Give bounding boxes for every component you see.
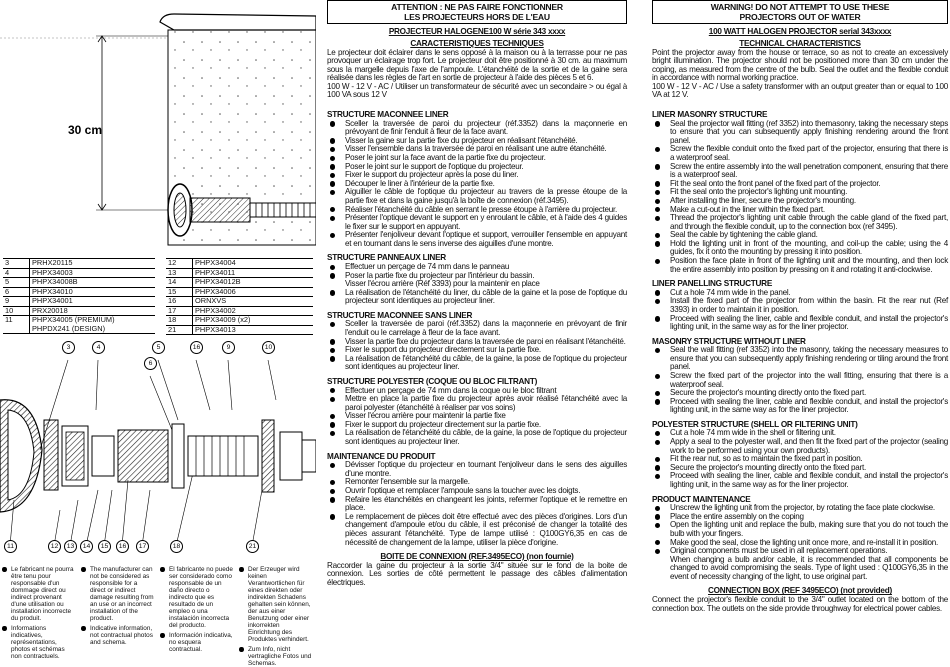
callout-number: 13 — [64, 540, 77, 553]
part-number: 17 — [166, 306, 193, 316]
callout-number: 12 — [48, 540, 61, 553]
part-number: 3 — [3, 259, 30, 269]
part-reference: PHPX34004 — [193, 259, 314, 269]
section-list — [327, 120, 627, 249]
section-title: STRUCTURE PANNEAUX LINER — [327, 253, 446, 263]
list-item: Cut a hole 74 mm wide in the shell or filtering unit. — [652, 429, 948, 438]
callout-number: 15 — [98, 540, 111, 553]
part-reference: PHPX34003 — [30, 268, 156, 278]
part-number: 4 — [3, 268, 30, 278]
list-item: Refaire les étanchéités en changeant les joints, refermer l'optique et le remettre en place. — [327, 496, 627, 513]
list-item: Fixer le support du projecteur directement sur la partie fixe. — [327, 421, 627, 430]
list-item: Make a cut-out in the liner within the fixed part. — [652, 206, 948, 215]
section-list — [652, 504, 948, 581]
list-item: Proceed with sealing the liner, cable and flexible conduit, and install the projector's lighting unit, in the same way as for the liner projector. — [652, 398, 948, 415]
list-item: Seal the cable by tightening the cable gland. — [652, 231, 948, 240]
list-item: Screw the entire assembly into the wall penetration component, ensuring that there is a waterproof seal. — [652, 163, 948, 180]
product-title-fr: PROJECTEUR HALOGENE100 W série 343 xxxx — [388, 27, 566, 36]
list-item: Thread the projector's lighting unit cable through the cable gland of the fixed part, and through the flexible conduit, up to the connection box (ref 3495). — [652, 214, 948, 231]
product-title-en: 100 WATT HALOGEN PROJECTOR serial 343xxxx — [708, 27, 892, 36]
list-item: Découper le liner à l'intérieur de la partie fixe. — [327, 180, 627, 189]
list-item: Install the fixed part of the projector from within the basin. Fit the rear nut (Ref 3393) in order to maintain it in position. — [652, 297, 948, 314]
part-number: 15 — [166, 287, 193, 297]
section-list — [652, 429, 948, 489]
list-item: Le remplacement de pièces doit être effectué avec des pièces d'origines. Lors d'un changement d'ampoule et/ou du câble, il est préconisé de changer la totalité des pièces assurant l'étanchéité. Type de lampe utilisé : Q100GY6,35 en cas de nécessité de changement de la lampe, utiliser la pièce d'origine. — [327, 513, 627, 547]
callout-number: 3 — [62, 341, 75, 354]
disclaimer-text: The manufacturer can not be considered as responsible for a direct or indirect damage resulting from an use or an incorrect installation of the product. — [90, 566, 154, 622]
table-row — [166, 316, 313, 326]
part-reference: PHPX34013 — [193, 325, 314, 335]
list-item: Proceed with sealing the liner, cable and flexible conduit, and install the projector's lighting unit, in the same way as for the liner projector. — [652, 472, 948, 489]
warning-box-en — [652, 0, 948, 24]
disclaimer-text: Der Erzeuger wird keinen Verantwortlichen für eines direkten oder indirekten Schadens gehalten sein können, der aus einer Benutzung oder einer inkorrekten Einrichtung des Produktes verhindert. — [248, 566, 311, 643]
french-column — [327, 0, 627, 587]
list-item: Fit the seal onto the front panel of the fixed part of the projector. — [652, 180, 948, 189]
callout-number: 16 — [190, 341, 203, 354]
list-item: Poser le joint sur le support de l'optique du projecteur. — [327, 163, 627, 172]
tech-title-fr: CARACTERISTIQUES TECHNIQUES — [410, 39, 544, 48]
part-reference: PHPX34002 — [193, 306, 314, 316]
section-title: STRUCTURE MACONNEE LINER — [327, 110, 449, 120]
list-item: Fit the rear nut, so as to maintain the fixed part in position. — [652, 455, 948, 464]
callout-number: 17 — [136, 540, 149, 553]
part-reference: PHPX34010 — [30, 287, 156, 297]
warning-line-2: LES PROJECTEURS HORS DE L'EAU — [404, 11, 550, 22]
parts-table-left — [3, 258, 155, 334]
section-list — [652, 346, 948, 415]
part-reference: PHPX34001 — [30, 297, 156, 307]
list-item: Sceller la traversée de paroi (réf.3352) dans la maçonnerie en prévoyant de finir l'enduit ou le carrelage à fleur de la face avant. — [327, 320, 627, 337]
part-number: 6 — [3, 287, 30, 297]
callout-number: 18 — [170, 540, 183, 553]
section-list — [652, 120, 948, 275]
list-item: Seal the wall fitting (ref 3352) into the masonry, taking the necessary measures to ensure that you can subsequently apply finishing rendering or tiling around the front panel. — [652, 346, 948, 372]
part-reference: PRHX20115 — [30, 259, 156, 269]
table-row — [166, 287, 313, 297]
section-list — [327, 320, 627, 372]
list-item: Réaliser l'étanchéité du câble en serrant le presse étoupe à l'arrière du projecteur. — [327, 206, 627, 215]
disclaimer-info: Informations indicatives, représentations, photos et schémas non contractuels. — [11, 625, 65, 660]
list-item: Proceed with sealing the liner, cable and flexible conduit, and install the projector's lighting unit, in the same way as for the liner projector. — [652, 315, 948, 332]
list-item: La réalisation de l'étanchéité du liner, du câble de la gaine et la pose de l'optique du projecteur sont identiques au projecteur liner. — [327, 289, 627, 306]
list-item: Seal the projector wall fitting (ref 3352) into themasonry, taking the necessary steps to ensure that you can subsequently apply finishing rendering around the front panel. — [652, 120, 948, 146]
list-item: Ouvrir l'optique et remplacer l'ampoule sans la toucher avec les doigts. — [327, 487, 627, 496]
list-item: Position the face plate in front of the lighting unit and the mounting, and then lock the entire assembly into position by pressing on it and rotating it anti-clockwise. — [652, 257, 948, 274]
list-item: Présenter l'optique devant le support en y enroulant le câble, et à l'aide des 4 guides le fixer sur le support en appuyant. — [327, 214, 627, 231]
disclaimer-info: Zum Info, nicht vertragliche Fotos und Schemas. — [248, 646, 312, 667]
table-row — [166, 297, 313, 307]
table-row — [3, 259, 155, 269]
left-column — [0, 0, 316, 667]
section-title: POLYESTER STRUCTURE (SHELL OR FILTERING UNIT) — [652, 419, 858, 429]
list-item: Sceller la traversée de paroi du projecteur (réf.3352) dans la maçonnerie en prévoyant de finir l'enduit à fleur de la face avant. — [327, 120, 627, 137]
list-item: Apply a seal to the polyester wall, and then fit the fixed part of the projector (sealing work to be performed using your own products). — [652, 438, 948, 455]
list-item: Aiguiller le câble de l'optique du projecteur au travers de la presse étoupe de la partie fixe et dans la gaine jusqu'à la boîte de connexion (réf.3495). — [327, 188, 627, 205]
part-number: 9 — [3, 297, 30, 307]
part-reference: PHPX34005 (PREMIUM) PHPDX241 (DESIGN) — [30, 316, 156, 334]
list-item: Fixer le support du projecteur après la pose du liner. — [327, 171, 627, 180]
disclaimer-info: Indicative information, not contractual photos and schema. — [90, 625, 153, 646]
box-text-fr: Raccorder la gaine du projecteur à la sortie 3/4" située sur le fond de la boite de connexion. Les sorties de côté permettent le passage des câbles d'alimentation électriques. — [327, 560, 627, 587]
part-number: 12 — [166, 259, 193, 269]
part-number: 11 — [3, 316, 30, 334]
part-number: 18 — [166, 316, 193, 326]
section-title: MAINTENANCE DU PRODUIT — [327, 451, 436, 461]
tech-text-en: Point the projector away from the house or terrace, so as not to create an excessively bright illumination. The projector should not be positioned more than 30 cm under the coping, as measured from the centre of the bulb. Seal the outlet and the flexible conduit in accordance with normal working practice. 100 W - 12 V - AC / Use a safety transformer with an output greater than or equal to 100 VA at 12 V. — [652, 47, 948, 100]
list-item: Cut a hole 74 mm wide in the panel. — [652, 289, 948, 298]
list-item: After installing the liner, secure the projector's mounting. — [652, 197, 948, 206]
section-title: STRUCTURE POLYESTER (COQUE OU BLOC FILTRANT) — [327, 377, 538, 386]
part-number: 14 — [166, 278, 193, 288]
list-item: Visser la gaine sur la partie fixe du projecteur en réalisant l'étanchéité. — [327, 137, 627, 146]
section-list — [327, 263, 627, 306]
table-row — [3, 287, 155, 297]
part-reference: ORNXVS — [193, 297, 314, 307]
part-number: 10 — [3, 306, 30, 316]
list-item: Hold the lighting unit in front of the mounting, and coil-up the cable; using the 4 guides, fix it onto the mounting by pressing it into position. — [652, 240, 948, 257]
installation-diagram — [0, 0, 316, 258]
part-reference: PHPX34006 — [193, 287, 314, 297]
english-column — [652, 0, 948, 613]
table-row — [3, 268, 155, 278]
disclaimer-en — [81, 566, 154, 646]
list-item: Dévisser l'optique du projecteur en tournant l'enjoliveur dans le sens des aiguilles d'une montre. — [327, 461, 627, 478]
disclaimer-text: El fabricante no puede ser considerado como responsable de un daño directo o indirecto que es resultado de un empleo o una instalación incorrecta del producto. — [169, 566, 233, 629]
callout-number: 16 — [116, 540, 129, 553]
callout-number: 14 — [80, 540, 93, 553]
callout-number: 4 — [92, 341, 105, 354]
list-item: Visser la partie fixe du projecteur dans la traversée de paroi en réalisant l'étanchéité. — [327, 338, 627, 347]
disclaimer-info: Información indicativa, no esquera contractual. — [169, 632, 233, 653]
list-item: Poser la partie fixe du projecteur par l'intérieur du bassin. Visser l'écrou arrière (Réf 3393) pour la maintenir en place — [327, 272, 627, 289]
section-title: STRUCTURE MACONNEE SANS LINER — [327, 310, 473, 320]
part-reference: PHPX34008B — [30, 278, 156, 288]
part-number: 21 — [166, 325, 193, 335]
list-item: Visser l'ensemble dans la traversée de paroi en réalisant une autre étanchéité. — [327, 145, 627, 154]
parts-table-right — [166, 258, 313, 335]
list-item: Original components must be used in all replacement operations. When changing a bulb and/or cable, it is recommended that all components be changed to avoid compromising the seals. Type of light used : Q100GY6,35 in the event of necessity changing of the light, to use original part. — [652, 547, 948, 581]
section-title: MASONRY STRUCTURE WITHOUT LINER — [652, 336, 806, 346]
callout-number: 5 — [152, 341, 165, 354]
list-item: Unscrew the lighting unit from the projector, by rotating the face plate clockwise. — [652, 504, 948, 513]
list-item: Screw the fixed part of the projector into the wall fitting, ensuring that there is a waterproof seal. — [652, 372, 948, 389]
list-item: La réalisation de l'étanchéité du câble, de la gaine, la pose de l'optique du projecteur sont identiques au projecteur liner. — [327, 429, 627, 446]
list-item: Poser le joint sur la face avant de la partie fixe du projecteur. — [327, 154, 627, 163]
list-item: Place the entire assembly on the coping — [652, 513, 948, 522]
list-item: Visser l'écrou arrière pour maintenir la partie fixe — [327, 412, 627, 421]
section-list — [652, 289, 948, 332]
box-title-fr: BOITE DE CONNEXION (REF.3495ECO) (non fournie) — [380, 552, 574, 562]
section-title: LINER PANELLING STRUCTURE — [652, 279, 773, 289]
callout-number: 10 — [262, 341, 275, 354]
list-item: Secure the projector's mounting directly onto the fixed part. — [652, 389, 948, 398]
part-reference: PRX20018 — [30, 306, 156, 316]
list-item: Effectuer un perçage de 74 mm dans le panneau — [327, 263, 627, 272]
height-dimension-label: 30 cm — [68, 123, 103, 137]
warning-line-1: WARNING! DO NOT ATTEMPT TO USE THESE — [710, 2, 890, 12]
list-item: Effectuer un perçage de 74 mm dans la coque ou le bloc filtrant — [327, 387, 627, 396]
box-title-en: CONNECTION BOX (REF 3495ECO) (not provided) — [708, 586, 892, 596]
part-number: 16 — [166, 297, 193, 307]
list-item: Mettre en place la partie fixe du projecteur après avoir réalisé l'étanchéité avec la paroi polyester (étanchéité à réaliser par vos soins) — [327, 395, 627, 412]
disclaimer-es — [160, 566, 233, 653]
tech-title-en: TECHNICAL CHARACTERISTICS — [739, 39, 861, 48]
list-item: Open the lighting unit and replace the bulb, making sure that you do not touch the bulb with your fingers. — [652, 521, 948, 538]
warning-line-2: PROJECTORS OUT OF WATER — [739, 11, 861, 22]
warning-box-fr — [327, 0, 627, 24]
box-text-en: Connect the projector's flexible conduit to the 3/4" outlet located on the bottom of the connection box. The outlets on the side provide throughway for electrical power cables. — [652, 594, 948, 613]
list-item: Secure the projector's mounting directly onto the fixed part. — [652, 464, 948, 473]
table-row — [3, 316, 155, 334]
callout-number: 11 — [4, 540, 17, 553]
disclaimer-de — [239, 566, 313, 667]
part-reference: PHPX34009 (x2) — [193, 316, 314, 326]
part-number: 5 — [3, 278, 30, 288]
list-item: Présenter l'enjoliveur devant l'optique et support, verrouiller l'ensemble en appuyant et en tournant dans le sens inverse des aiguilles d'une montre. — [327, 231, 627, 248]
parts-tables — [3, 258, 313, 334]
list-item: Fixer le support du projecteur directement sur la partie fixe. — [327, 346, 627, 355]
list-item: Make good the seal, close the lighting unit once more, and re-install it in position. — [652, 539, 948, 548]
table-row — [166, 259, 313, 269]
table-row — [3, 278, 155, 288]
list-item: Screw the flexible conduit onto the fixed part of the projector, ensuring that there is a waterproof seal. — [652, 145, 948, 162]
disclaimer-text: Le fabricant ne pourra être tenu pour responsable d'un dommage direct ou indirect provenant d'une utilisation ou installation incorrecte du produit. — [11, 566, 74, 622]
section-list — [327, 461, 627, 547]
table-row — [166, 278, 313, 288]
list-item: Remonter l'ensemble sur la margelle. — [327, 478, 627, 487]
section-title: PRODUCT MAINTENANCE — [652, 494, 751, 504]
table-row — [3, 297, 155, 307]
callout-number: 6 — [144, 357, 157, 370]
table-row — [166, 325, 313, 335]
callout-number: 9 — [222, 341, 235, 354]
part-number: 13 — [166, 268, 193, 278]
part-reference: PHPX34012B — [193, 278, 314, 288]
section-title: LINER MASONRY STRUCTURE — [652, 110, 768, 120]
warning-line-1: ATTENTION : NE PAS FAIRE FONCTIONNER — [391, 2, 563, 12]
list-item: Fit the seal onto the projector's lighting unit mounting. — [652, 188, 948, 197]
disclaimer-fr — [2, 566, 75, 660]
part-reference: PHPX34011 — [193, 268, 314, 278]
list-item: La réalisation de l'étanchéité du câble, de la gaine, la pose de l'optique du projecteur sont identiques au projecteur liner. — [327, 355, 627, 372]
section-list — [327, 387, 627, 447]
callout-number: 21 — [246, 540, 259, 553]
exploded-view-diagram — [0, 340, 316, 562]
tech-text-fr: Le projecteur doit éclairer dans le sens opposé à la maison ou à la terrasse pour ne pas provoquer un éclairage trop fort. Le projecteur doit être positionné à 30 cm. au maximum sous la margelle depuis l'axe de l'ampoule. L'étanchéité de la sortie et de la gaine sera réalisée dans les règles de l'art en sortie de projecteur à l'aide des pièces 5 et 6. 100 W - 12 V - AC / Utiliser un transformateur de sécurité avec un secondaire > ou égal à 100 VA sous 12 V — [327, 47, 627, 100]
